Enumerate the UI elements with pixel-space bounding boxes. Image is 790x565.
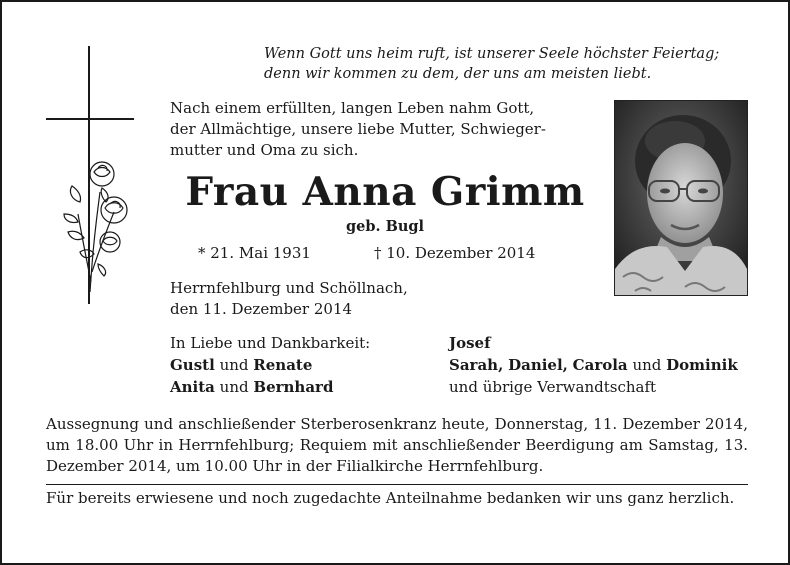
- birth-name: geb. Bugl: [345, 218, 425, 235]
- intro-line-3: mutter und Oma zu sich.: [170, 141, 359, 159]
- mourner-name: Daniel,: [508, 356, 568, 374]
- mourners-right: [449, 332, 769, 398]
- mourners-row: [170, 376, 430, 398]
- cross-with-roses-icon: [42, 42, 142, 312]
- intro-text: [170, 98, 600, 161]
- motto: [264, 44, 764, 84]
- thanks-text: Für bereits erwiesene und noch zugedachte Anteilnahme bedanken wir uns ganz herzlich.: [46, 489, 735, 507]
- ceremony-details: Aussegnung und anschließender Sterberosenkranz heute, Donnerstag, 11. Dezember 2014, um 18.00 Uhr in Herrnfehlburg; Requiem mit anschließender Beerdigung am Samstag, 13. Dezember 2014, um 10.00 Uhr in der Filialkirche Herrnfehlburg.: [46, 415, 748, 475]
- motto-line-1: Wenn Gott uns heim ruft, ist unserer Seele höchster Feiertag;: [264, 46, 720, 62]
- portrait-image: [615, 101, 747, 295]
- mourners-heading: In Liebe und Dankbarkeit:: [170, 334, 371, 352]
- mourner-name: Josef: [449, 334, 491, 352]
- conjunction: und: [219, 356, 249, 374]
- mourner-name: Anita: [170, 378, 215, 396]
- conjunction: und: [219, 378, 249, 396]
- relatives-line: und übrige Verwandtschaft: [449, 378, 657, 396]
- intro-line-1: Nach einem erfüllten, langen Leben nahm Gott,: [170, 99, 535, 117]
- motto-line-2: denn wir kommen zu dem, der uns am meisten liebt.: [264, 66, 652, 82]
- conjunction: und: [632, 356, 662, 374]
- mourner-name: Gustl: [170, 356, 215, 374]
- portrait-photo: [614, 100, 748, 296]
- intro-line-2: der Allmächtige, unsere liebe Mutter, Schwieger-: [170, 120, 546, 138]
- mourner-name: Bernhard: [253, 378, 334, 396]
- mourners-row: [449, 354, 769, 376]
- birth-date: * 21. Mai 1931: [198, 244, 311, 262]
- mourner-name: Carola: [572, 356, 628, 374]
- divider: [46, 484, 748, 485]
- place-date: [170, 278, 600, 320]
- deceased-name: Frau Anna Grimm: [185, 169, 585, 215]
- mourners-row: [170, 354, 430, 376]
- mourner-name: Renate: [253, 356, 313, 374]
- mourners-left: [170, 332, 430, 398]
- death-date: † 10. Dezember 2014: [374, 244, 536, 262]
- place-line-2: den 11. Dezember 2014: [170, 300, 353, 318]
- mourner-name: Sarah,: [449, 356, 504, 374]
- mourner-name: Dominik: [666, 356, 738, 374]
- rose-icon: [64, 162, 127, 292]
- place-line-1: Herrnfehlburg und Schöllnach,: [170, 279, 408, 297]
